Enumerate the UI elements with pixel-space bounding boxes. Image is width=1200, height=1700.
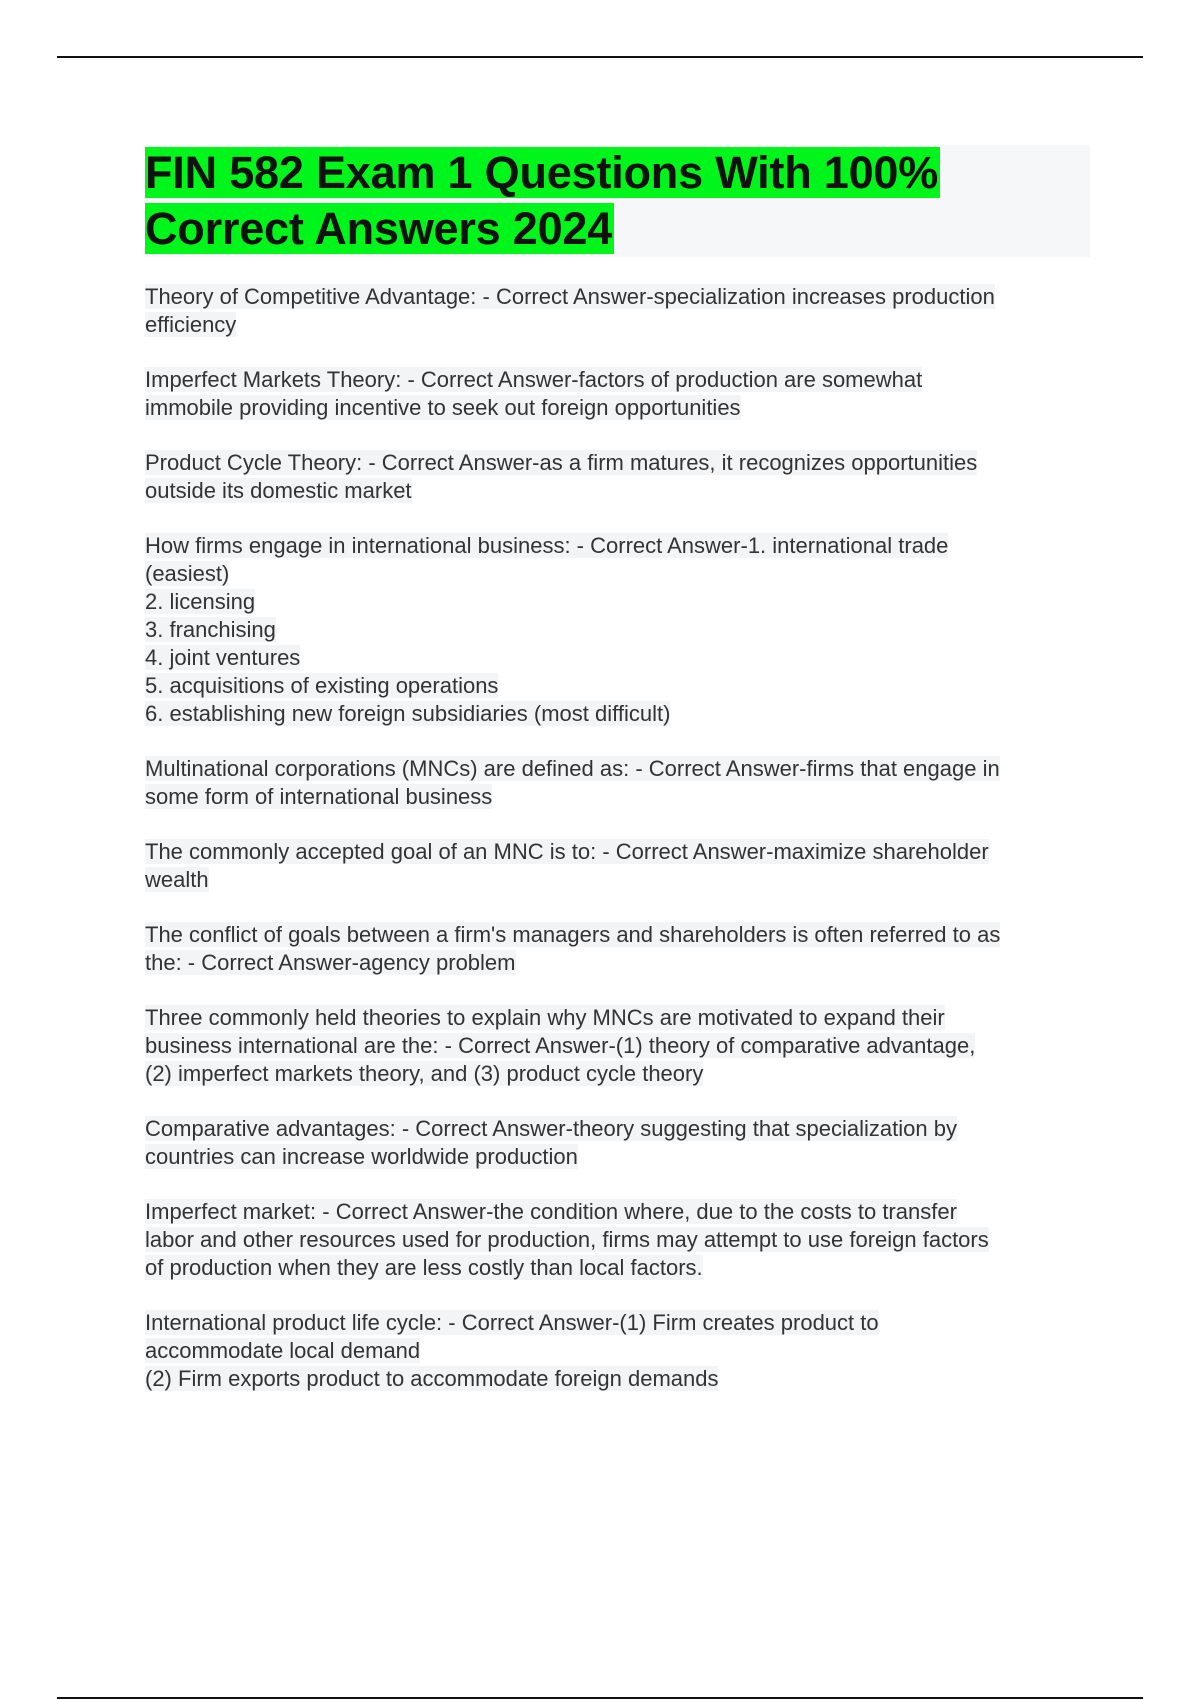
qa-list	[145, 283, 1090, 1393]
qa-item	[145, 366, 1090, 422]
qa-line	[145, 783, 1090, 811]
qa-item	[145, 1004, 1090, 1088]
top-rule	[57, 56, 1143, 58]
qa-line-text: (2) imperfect markets theory, and (3) product cycle theory	[145, 1061, 704, 1086]
qa-line-text: How firms engage in international business: - Correct Answer-1. international trade	[145, 533, 949, 558]
qa-line-text: Three commonly held theories to explain why MNCs are motivated to expand their	[145, 1005, 945, 1030]
qa-line-text: business international are the: - Correct Answer-(1) theory of comparative advantage,	[145, 1033, 976, 1058]
qa-line-text: outside its domestic market	[145, 478, 412, 503]
document-body	[145, 145, 1090, 1420]
qa-line-text: Imperfect market: - Correct Answer-the condition where, due to the costs to transfer	[145, 1199, 957, 1224]
qa-line-text: of production when they are less costly than local factors.	[145, 1255, 703, 1280]
qa-line-text: efficiency	[145, 312, 237, 337]
qa-line-text: Product Cycle Theory: - Correct Answer-as a firm matures, it recognizes opportunities	[145, 450, 978, 475]
qa-line	[145, 560, 1090, 588]
qa-line	[145, 532, 1090, 560]
qa-item	[145, 1309, 1090, 1393]
qa-item	[145, 921, 1090, 977]
qa-line-text: Theory of Competitive Advantage: - Correct Answer-specialization increases production	[145, 284, 995, 309]
qa-line	[145, 644, 1090, 672]
title-block	[145, 145, 1090, 257]
qa-line-text: The commonly accepted goal of an MNC is to: - Correct Answer-maximize shareholder	[145, 839, 989, 864]
qa-line	[145, 921, 1090, 949]
qa-line-text: labor and other resources used for production, firms may attempt to use foreign factors	[145, 1227, 989, 1252]
qa-line-text: 2. licensing	[145, 589, 256, 614]
qa-line	[145, 588, 1090, 616]
qa-line	[145, 1337, 1090, 1365]
qa-line	[145, 755, 1090, 783]
qa-line	[145, 700, 1090, 728]
qa-line-text: 4. joint ventures	[145, 645, 301, 670]
qa-item	[145, 1198, 1090, 1282]
qa-item	[145, 283, 1090, 339]
title-line-2: Correct Answers 2024	[145, 203, 613, 254]
qa-item	[145, 449, 1090, 505]
qa-line	[145, 1004, 1090, 1032]
qa-line	[145, 477, 1090, 505]
qa-item	[145, 532, 1090, 728]
qa-item	[145, 838, 1090, 894]
qa-line	[145, 1365, 1090, 1393]
qa-line	[145, 949, 1090, 977]
qa-line-text: some form of international business	[145, 784, 493, 809]
qa-line	[145, 1032, 1090, 1060]
qa-line-text: 5. acquisitions of existing operations	[145, 673, 499, 698]
qa-line	[145, 1198, 1090, 1226]
qa-line	[145, 366, 1090, 394]
qa-line	[145, 449, 1090, 477]
qa-line-text: accommodate local demand	[145, 1338, 421, 1363]
qa-line	[145, 1226, 1090, 1254]
qa-line	[145, 616, 1090, 644]
page-title	[145, 145, 1090, 257]
qa-item	[145, 755, 1090, 811]
qa-line	[145, 1254, 1090, 1282]
qa-line-text: the: - Correct Answer-agency problem	[145, 950, 516, 975]
qa-line-text: International product life cycle: - Correct Answer-(1) Firm creates product to	[145, 1310, 879, 1335]
qa-line	[145, 283, 1090, 311]
qa-line-text: (easiest)	[145, 561, 230, 586]
qa-line-text: countries can increase worldwide production	[145, 1144, 578, 1169]
qa-line-text: immobile providing incentive to seek out foreign opportunities	[145, 395, 741, 420]
bottom-rule	[57, 1697, 1143, 1699]
qa-line	[145, 838, 1090, 866]
qa-line-text: The conflict of goals between a firm's managers and shareholders is often referred to as	[145, 922, 1001, 947]
qa-line	[145, 311, 1090, 339]
qa-line-text: (2) Firm exports product to accommodate foreign demands	[145, 1366, 719, 1391]
qa-item	[145, 1115, 1090, 1171]
qa-line	[145, 1060, 1090, 1088]
qa-line	[145, 1309, 1090, 1337]
qa-line-text: 3. franchising	[145, 617, 276, 642]
qa-line-text: wealth	[145, 867, 209, 892]
qa-line	[145, 866, 1090, 894]
qa-line-text: Imperfect Markets Theory: - Correct Answer-factors of production are somewhat	[145, 367, 923, 392]
qa-line-text: Comparative advantages: - Correct Answer-theory suggesting that specialization by	[145, 1116, 957, 1141]
qa-line-text: 6. establishing new foreign subsidiaries (most difficult)	[145, 701, 671, 726]
title-line-1: FIN 582 Exam 1 Questions With 100%	[145, 147, 939, 198]
qa-line	[145, 1143, 1090, 1171]
qa-line	[145, 1115, 1090, 1143]
qa-line-text: Multinational corporations (MNCs) are defined as: - Correct Answer-firms that engage in	[145, 756, 1000, 781]
qa-line	[145, 672, 1090, 700]
qa-line	[145, 394, 1090, 422]
